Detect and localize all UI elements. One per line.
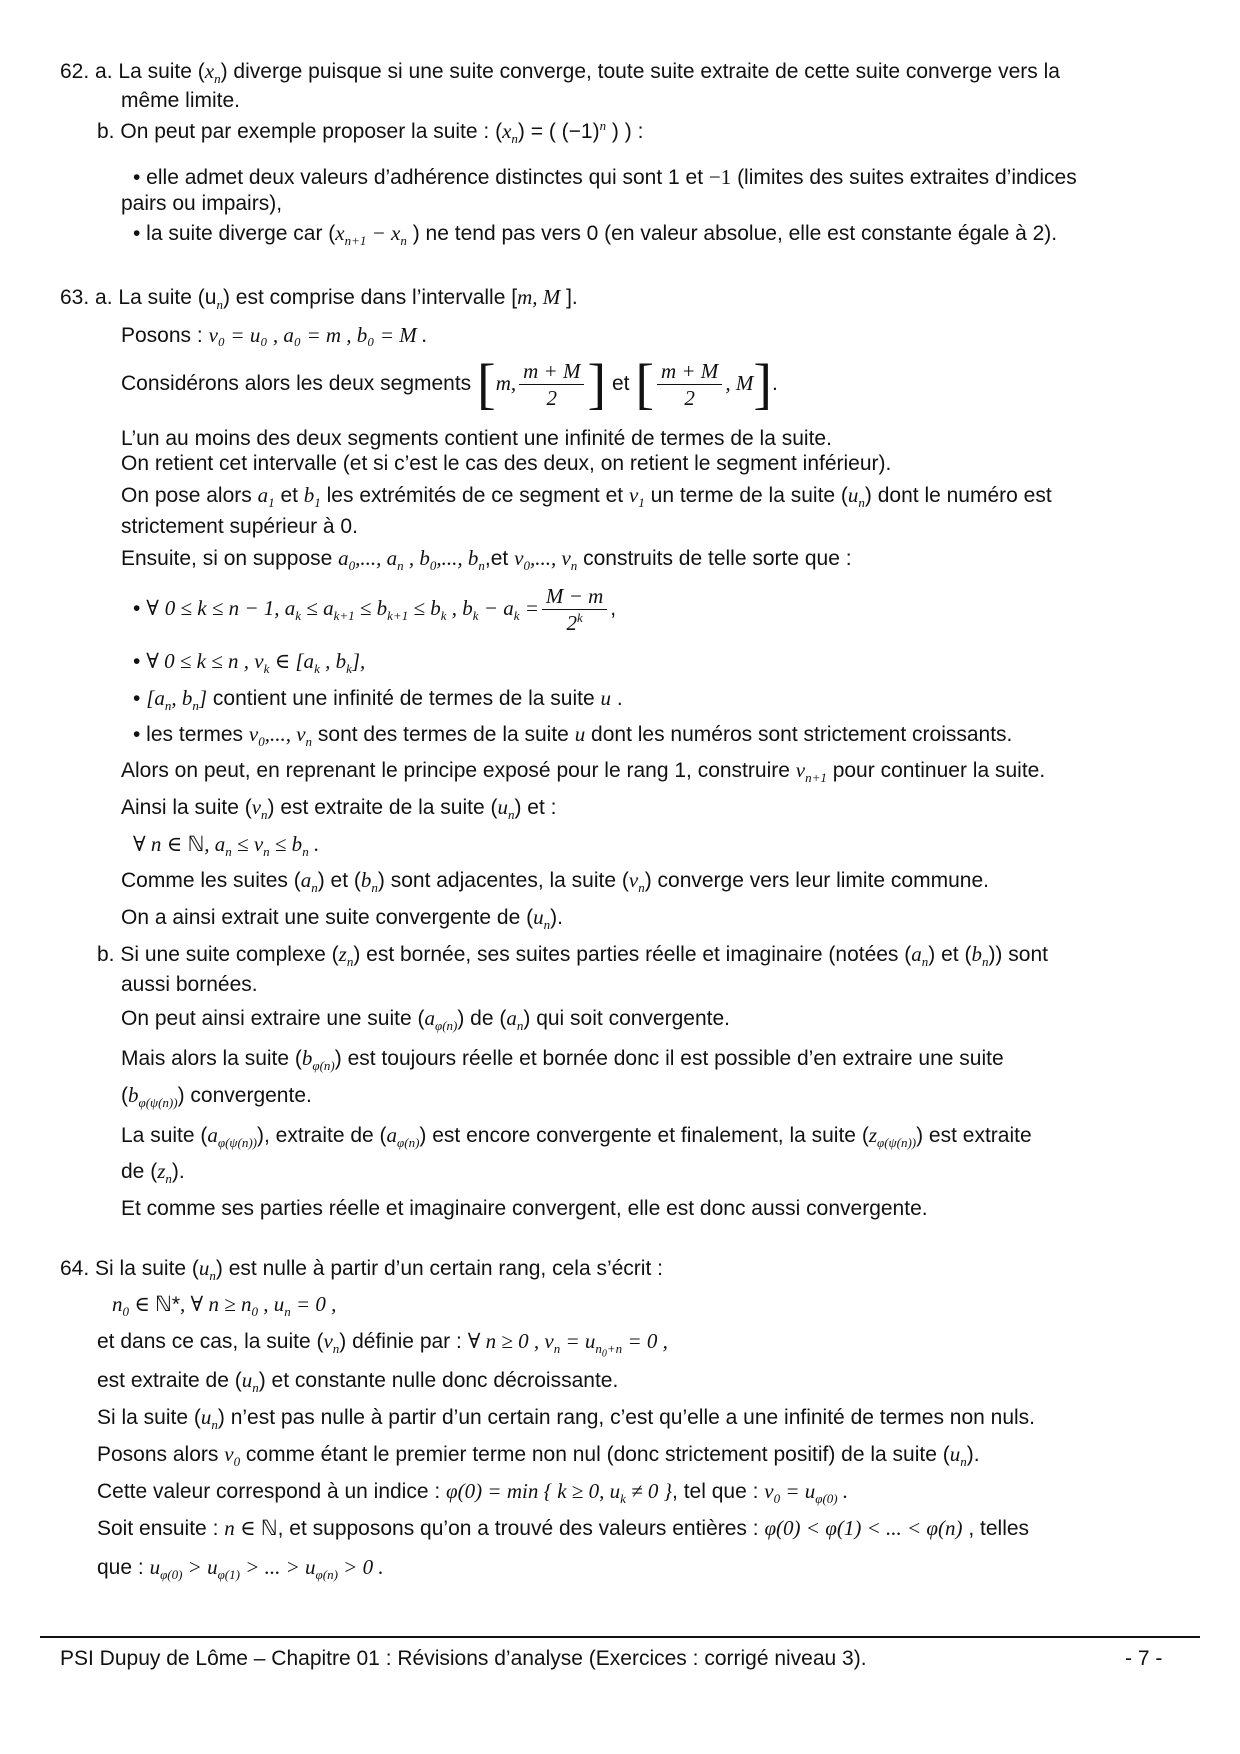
ex63-comme: Comme les suites $(a_n)$ et $(b_n)$ sont adjacentes, la suite $(v_n)$ converge vers leur limite commune. bbox=[121, 868, 989, 896]
ex64-line3: et dans ce cas, la suite $(v_n)$ définie par : ∀ n ≥ 0 , $v_n = u_{n_0+n} = 0$ , bbox=[97, 1329, 668, 1360]
ex63-alors: Alors on peut, en reprenant le principe exposé pour le rang 1, construire $v_{n+1}$ pour continuer la suite. bbox=[121, 758, 1046, 786]
ex63-considerons: Considérons alors les deux segments [m, $\frac{m + M}{2}$ ] et [ $\frac{m + M}{2}$ , M]. bbox=[121, 353, 778, 416]
ex63-b-line6: La suite $(a_{\varphi(\psi(n))})$, extraite de $(a_{\varphi(n)})$ est encore convergente et finalement, la suite $(z_{\varphi(\psi(n))})$ est extraite bbox=[121, 1123, 1032, 1151]
ex63-b-line7: de $(z_n)$. bbox=[121, 1159, 185, 1187]
ex63-b-line5: $(b_{\varphi(\psi(n))})$ convergente. bbox=[121, 1083, 312, 1111]
ex63-b-line3: On peut ainsi extraire une suite $(a_{\varphi(n)})$ de $(a_n)$ qui soit convergente. bbox=[121, 1006, 730, 1034]
ex62-a-line2: même limite. bbox=[121, 89, 241, 112]
ex63-strict: strictement supérieur à 0. bbox=[121, 515, 358, 538]
ex62-b-line: b. On peut par exemple proposer la suite : $(x_n)$ = ( $(-1)^n$ ) ) : bbox=[97, 118, 644, 147]
ex62-bullet2: • la suite diverge car ($x_{n+1} - x_n$ ) ne tend pas vers 0 (en valeur absolue, elle est constante égale à 2). bbox=[133, 221, 1058, 249]
ex63-bullet-termes: • les termes $v_0$,..., $v_n$ sont des termes de la suite u dont les numéros sont strictement croissants. bbox=[133, 722, 1013, 750]
ex63-b-line2: aussi bornées. bbox=[121, 973, 258, 996]
ex63-posons: Posons : v₀ = u₀ , a₀ = m , b₀ = M . bbox=[121, 323, 428, 347]
ex63-b-line4: Mais alors la suite $(b_{\varphi(n)})$ est toujours réelle et bornée donc il est possible d’en extraire une suite bbox=[121, 1046, 1004, 1074]
ex62-a-line1: 62. a. La suite $(x_n)$ diverge puisque si une suite converge, toute suite extraite de cette suite converge vers la bbox=[60, 59, 1060, 87]
footer-title: PSI Dupuy de Lôme – Chapitre 01 : Révisions d’analyse (Exercices : corrigé niveau 3). bbox=[60, 1647, 867, 1670]
ex63-b-line1: b. Si une suite complexe $(z_n)$ est bornée, ses suites parties réelle et imaginaire (notées $(a_n)$ et $(b_n)$) sont bbox=[97, 942, 1048, 970]
ex64-line8: Soit ensuite : n ∈ ℕ, et supposons qu’on a trouvé des valeurs entières : φ(0) < φ(1) < ... < φ(n) , telles bbox=[97, 1516, 1030, 1540]
ex63-ainsi: Ainsi la suite $(v_n)$ est extraite de la suite $(u_n)$ et : bbox=[121, 795, 557, 823]
ex63-on-retient: On retient cet intervalle (et si c’est le cas des deux, on retient le segment inférieur). bbox=[121, 452, 892, 475]
ex63-forall: ∀ n ∈ ℕ, $a_n \le v_n \le b_n$ . bbox=[133, 832, 320, 860]
ex63-ensuite: Ensuite, si on suppose $a_0$,..., $a_n$ , $b_0$,..., $b_n,et$ $v_0$,..., $v_n$ construits de telle sorte que : bbox=[121, 546, 852, 574]
ex63-b-line8: Et comme ses parties réelle et imaginaire convergent, elle est donc aussi convergente. bbox=[121, 1197, 928, 1220]
ex63-bullet-ineq: • ∀ 0 ≤ k ≤ n − 1, $a_k \le a_{k+1} \le b_{k+1} \le b_k$ , $b_k - a_k$ = $\frac{M - m}{2^k}$ , bbox=[133, 583, 617, 635]
ex63-on-a: On a ainsi extrait une suite convergente de $(u_n)$. bbox=[121, 905, 563, 933]
ex63-bullet-contient: • [$a_n$, $b_n$] contient une infinité de termes de la suite u . bbox=[133, 686, 623, 714]
ex64-line9: que : $u_{\varphi(0)} > u_{\varphi(1)}$ > ... > $u_{\varphi(n)} > 0$ . bbox=[97, 1555, 384, 1583]
ex63-a-line1: 63. a. La suite $(u_n)$ est comprise dans l’intervalle [m, M ]. bbox=[60, 285, 578, 313]
ex64-line2: $n_0$ ∈ ℕ*, ∀ $n \ge n_0$ , $u_n = 0$ , bbox=[112, 1292, 337, 1320]
ex64-line7: Cette valeur correspond à un indice : φ(0) = min { k ≥ 0, $u_k \ne 0$ }, tel que : $v_0 = u_{\varphi(0)}$ . bbox=[97, 1479, 849, 1507]
ex62-bullet1-cont: pairs ou impairs), bbox=[121, 192, 283, 215]
ex63-on-pose: On pose alors $a_1$ et $b_1$ les extrémités de ce segment et $v_1$ un terme de la suite $(u_n)$ dont le numéro est bbox=[121, 483, 1052, 511]
ex64-line4: est extraite de $(u_n)$ et constante nulle donc décroissante. bbox=[97, 1368, 619, 1396]
ex64-line6: Posons alors $v_0$ comme étant le premier terme non nul (donc strictement positif) de la suite $(u_n)$. bbox=[97, 1442, 980, 1470]
ex63-lun: L’un au moins des deux segments contient une infinité de termes de la suite. bbox=[121, 427, 832, 450]
footer-rule bbox=[40, 1636, 1200, 1638]
ex64-line5: Si la suite $(u_n)$ n’est pas nulle à partir d’un certain rang, c’est qu’elle a une infinité de termes non nuls. bbox=[97, 1405, 1036, 1433]
ex64-line1: 64. Si la suite $(u_n)$ est nulle à partir d’un certain rang, cela s’écrit : bbox=[60, 1256, 663, 1284]
ex63-bullet-vk: • ∀ 0 ≤ k ≤ n , $v_k$ ∈ [$a_k$ , $b_k$], bbox=[133, 649, 366, 677]
ex62-bullet1: • elle admet deux valeurs d’adhérence distinctes qui sont 1 et −1 (limites des suites extraites d’indices bbox=[133, 165, 1077, 189]
page-number: - 7 - bbox=[1125, 1647, 1163, 1670]
